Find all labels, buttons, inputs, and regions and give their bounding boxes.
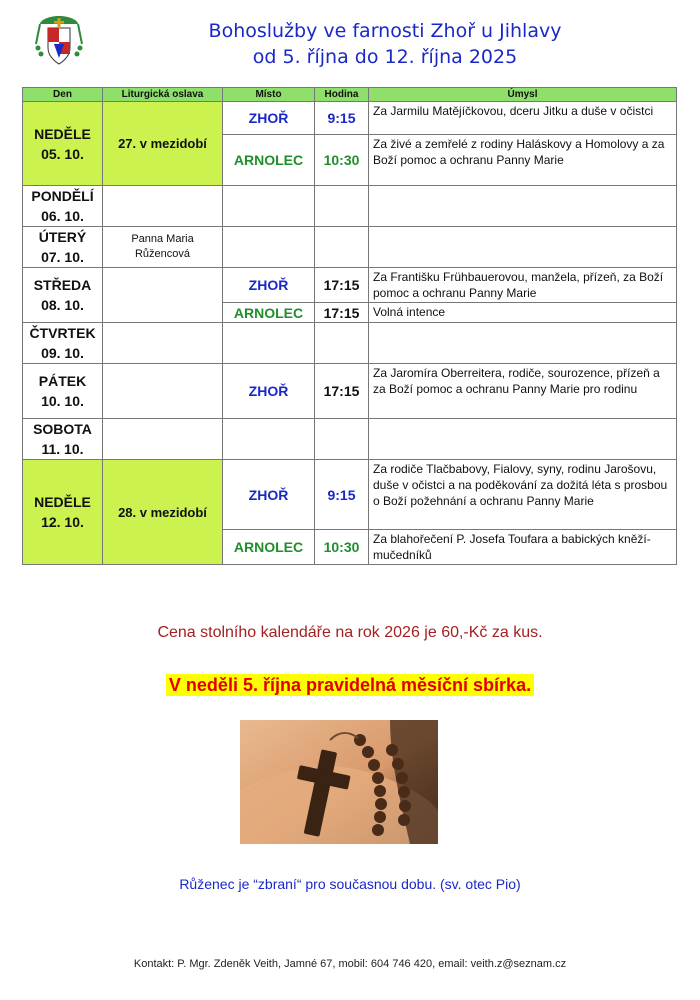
table-row (23, 227, 677, 268)
place-cell (223, 323, 315, 364)
liturgy-cell: 27. v mezidobí (103, 102, 223, 186)
place-cell (223, 227, 315, 268)
hour-cell (315, 186, 369, 227)
day-name: STŘEDA (33, 277, 92, 293)
title-line-1: Bohoslužby ve farnosti Zhoř u Jihlavy (208, 20, 562, 42)
collection-notice (0, 675, 700, 696)
place-cell: ZHOŘ (223, 460, 315, 530)
liturgy-cell (103, 186, 223, 227)
day-date: 09. 10. (41, 345, 84, 361)
day-cell (23, 419, 103, 460)
intention-cell: Za Františku Frühbauerovou, manžela, přízeň, za Boží pomoc a ochranu Panny Marie (369, 268, 677, 303)
hour-cell (315, 227, 369, 268)
intention-cell (369, 186, 677, 227)
title-line-2: od 5. října do 12. října 2025 (252, 46, 518, 68)
liturgy-cell (103, 323, 223, 364)
header-hour: Hodina (315, 88, 369, 102)
table-row (23, 186, 677, 227)
calendar-price-notice: Cena stolního kalendáře na rok 2026 je 60,-Kč za kus. (157, 624, 543, 641)
intention-cell: Za živé a zemřelé z rodiny Haláskovy a Homolovy a za Boží pomoc a ochranu Panny Marie (369, 135, 677, 186)
day-cell (23, 323, 103, 364)
table-row (23, 460, 677, 530)
collection-notice-text: V neděli 5. října pravidelná měsíční sbírka. (166, 674, 534, 696)
table-row (23, 419, 677, 460)
place-cell: ZHOŘ (223, 364, 315, 419)
header-place: Místo (223, 88, 315, 102)
day-cell (23, 227, 103, 268)
place-cell: ZHOŘ (223, 268, 315, 303)
header-liturgy: Liturgická oslava (103, 88, 223, 102)
day-date: 10. 10. (41, 393, 84, 409)
hour-cell: 10:30 (315, 530, 369, 565)
table-row (23, 364, 677, 419)
day-date: 06. 10. (41, 208, 84, 224)
day-name: PÁTEK (38, 373, 87, 389)
page-title (110, 18, 660, 70)
contact-footer: Kontakt: P. Mgr. Zdeněk Veith, Jamné 67, mobil: 604 746 420, email: veith.z@seznam.cz (133, 958, 567, 970)
intention-cell (369, 419, 677, 460)
hour-cell (315, 419, 369, 460)
schedule-table (22, 87, 677, 565)
liturgy-cell (103, 268, 223, 323)
intention-cell: Volná intence (369, 303, 677, 323)
table-row (23, 268, 677, 303)
table-header-row (23, 88, 677, 102)
table-row (23, 323, 677, 364)
hour-cell: 17:15 (315, 268, 369, 303)
day-name: NEDĚLE (34, 494, 91, 510)
liturgy-cell (103, 364, 223, 419)
hour-cell: 17:15 (315, 303, 369, 323)
liturgy-cell (103, 419, 223, 460)
parish-coat-of-arms-icon (34, 14, 84, 70)
hour-cell: 9:15 (315, 102, 369, 135)
day-date: 08. 10. (41, 297, 84, 313)
day-cell (23, 268, 103, 323)
intention-cell: Za Jarmilu Matějíčkovou, dceru Jitku a duše v očistci (369, 102, 677, 135)
place-cell: ARNOLEC (223, 135, 315, 186)
place-cell: ARNOLEC (223, 303, 315, 323)
place-cell (223, 419, 315, 460)
intention-cell (369, 323, 677, 364)
day-name: PONDĚLÍ (31, 188, 94, 204)
hour-cell (315, 323, 369, 364)
day-cell (23, 186, 103, 227)
liturgy-cell: 28. v mezidobí (103, 460, 223, 565)
intention-cell: Za blahořečení P. Josefa Toufara a babických kněží-mučedníků (369, 530, 677, 565)
day-date: 05. 10. (41, 145, 84, 162)
header-intention: Úmysl (369, 88, 677, 102)
day-cell (23, 460, 103, 565)
intention-cell: Za Jaromíra Oberreitera, rodiče, sourozence, přízeň a za Boží pomoc a ochranu Panny Marie pro rodinu (369, 364, 677, 419)
intention-cell (369, 227, 677, 268)
day-name: ÚTERÝ (38, 229, 87, 245)
hour-cell: 10:30 (315, 135, 369, 186)
day-name: ČTVRTEK (29, 325, 96, 341)
day-date: 07. 10. (41, 249, 84, 265)
rosary-in-hand-photo (240, 720, 438, 844)
quote-text: Růženec je “zbraní“ pro současnou dobu. (sv. otec Pio) (179, 876, 521, 892)
day-name: SOBOTA (33, 421, 92, 437)
header-day: Den (23, 88, 103, 102)
hour-cell: 17:15 (315, 364, 369, 419)
day-date: 12. 10. (41, 514, 84, 530)
place-cell: ZHOŘ (223, 102, 315, 135)
place-cell: ARNOLEC (223, 530, 315, 565)
intention-cell: Za rodiče Tlačbabovy, Fialovy, syny, rodinu Jarošovu, duše v očistci a na poděkování za dožitá léta s prosbou o Boží požehnání a ochranu Panny Marie (369, 460, 677, 530)
day-date: 11. 10. (41, 441, 84, 457)
table-row (23, 102, 677, 135)
day-cell (23, 102, 103, 186)
day-name: NEDĚLE (34, 125, 91, 142)
hour-cell: 9:15 (315, 460, 369, 530)
day-cell (23, 364, 103, 419)
liturgy-cell: Panna Maria Růžencová (103, 227, 223, 268)
place-cell (223, 186, 315, 227)
